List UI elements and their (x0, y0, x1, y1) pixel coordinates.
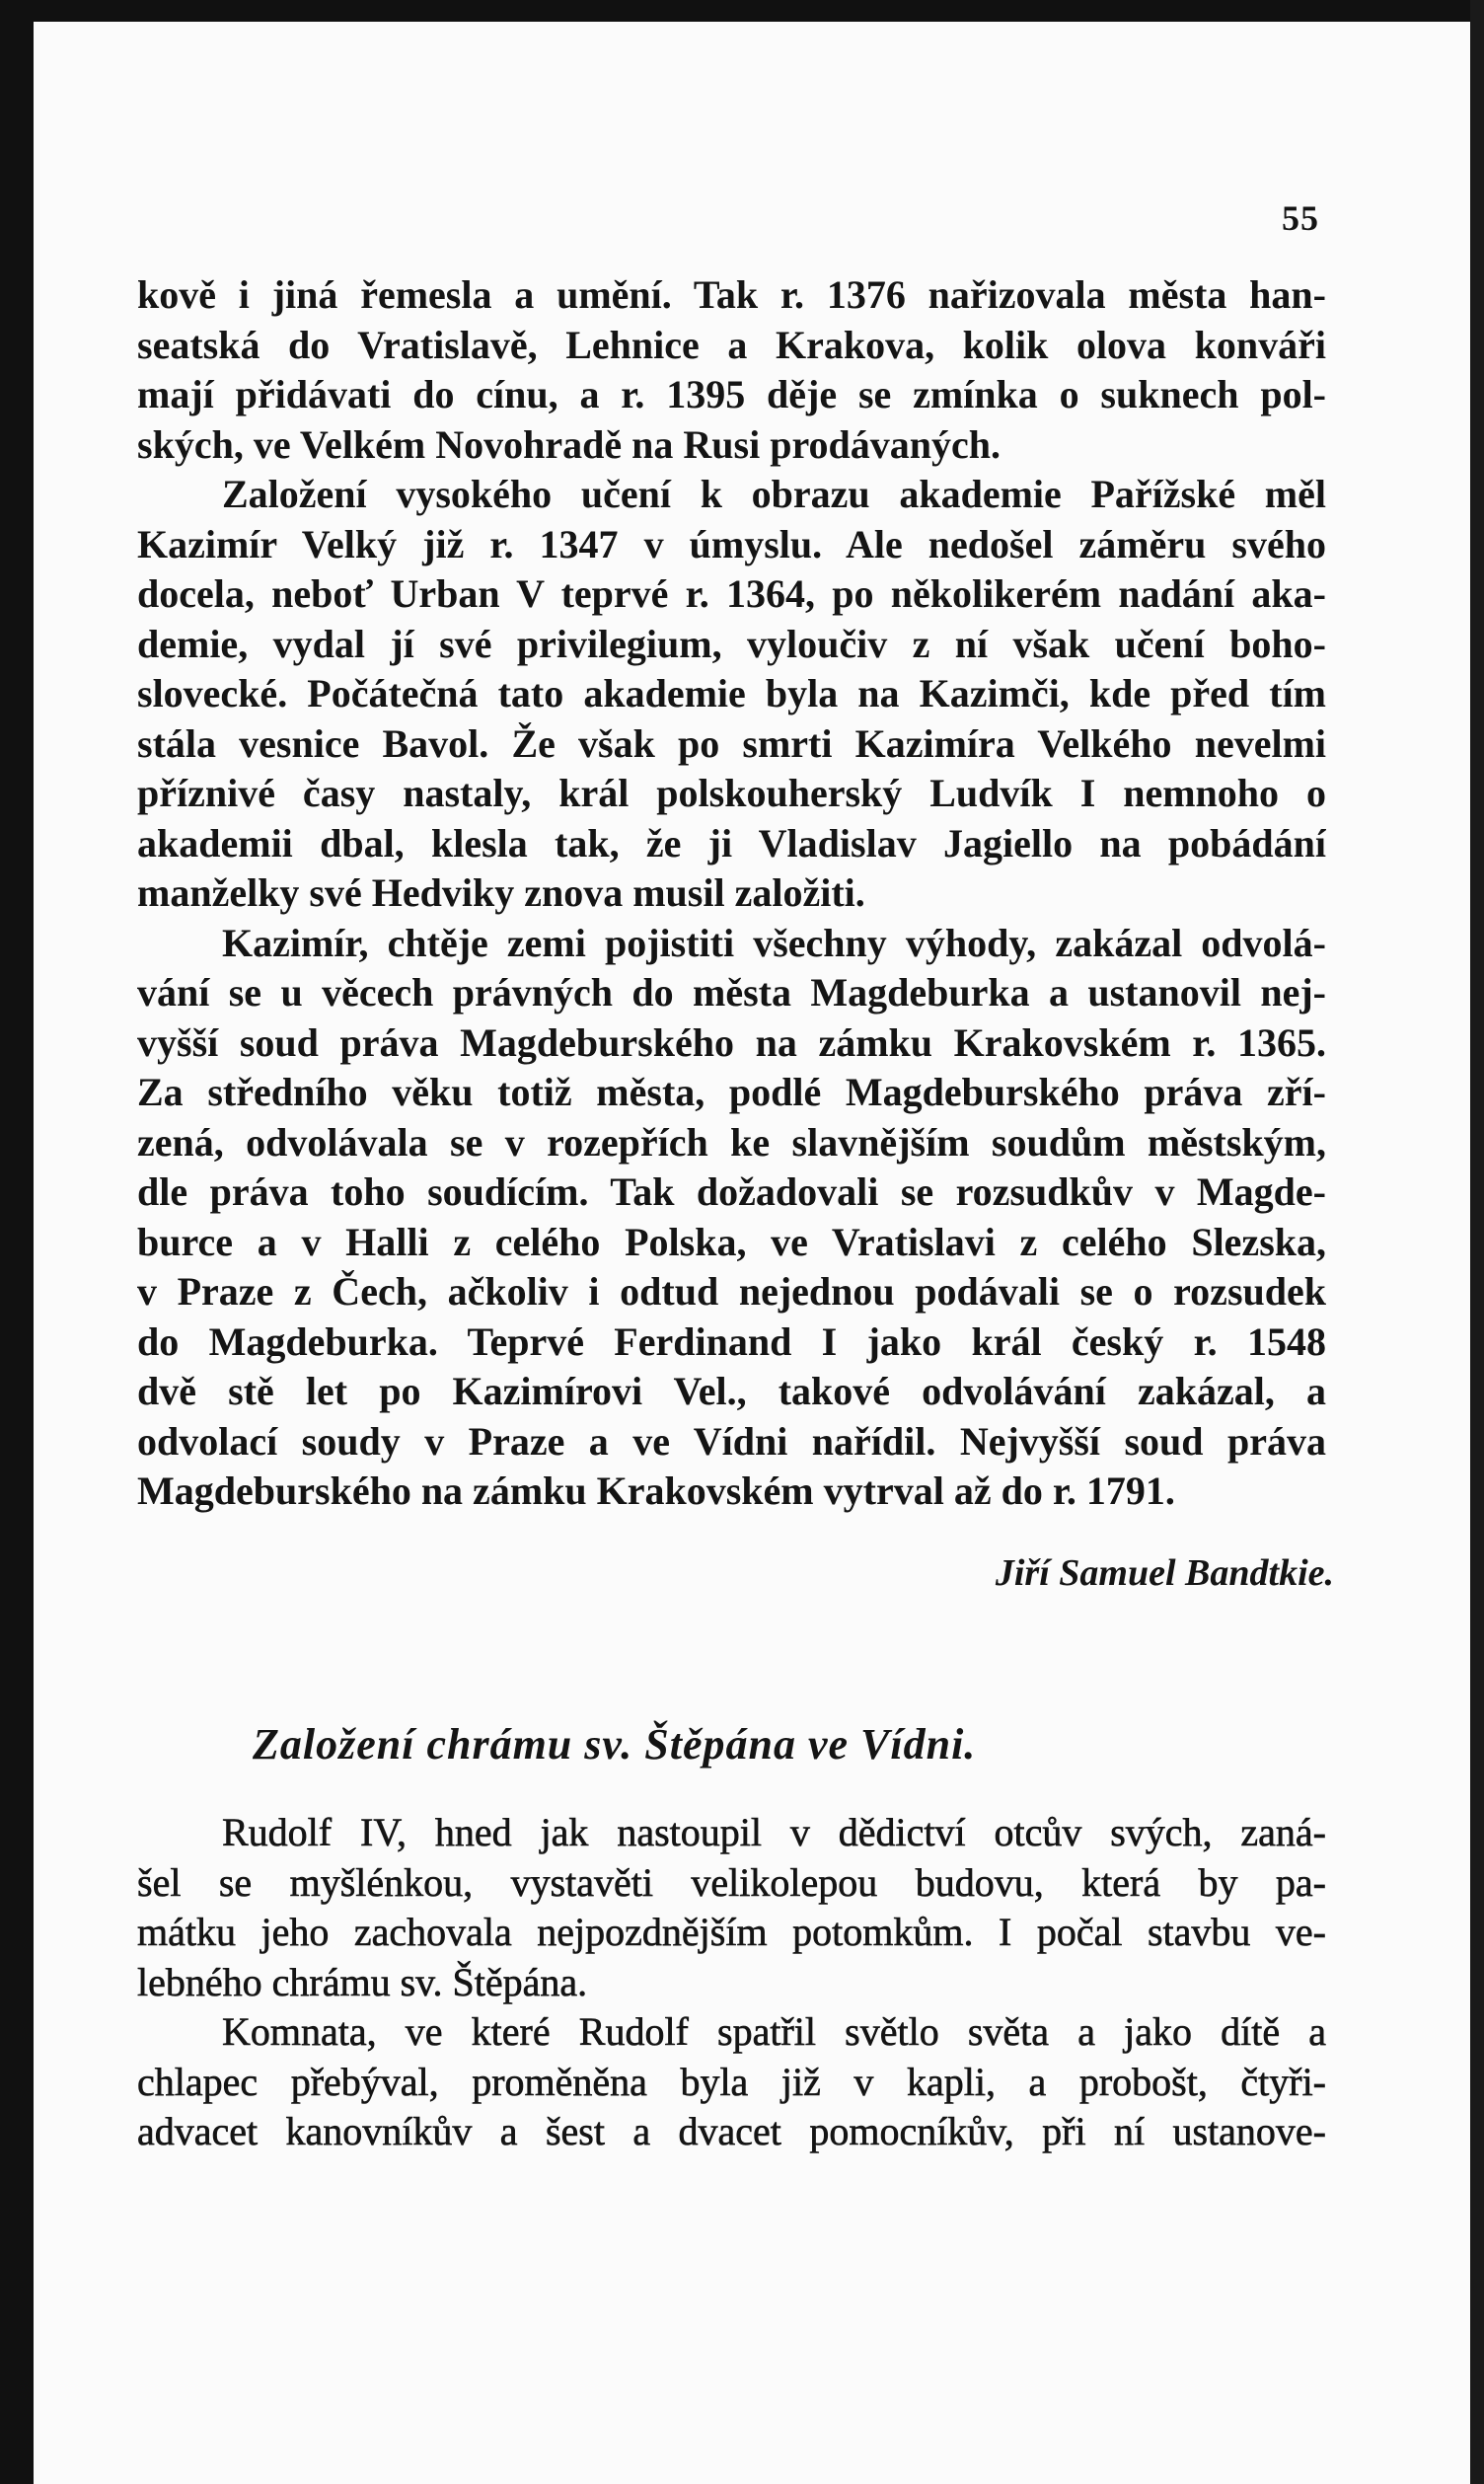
section-heading: Založení chrámu sv. Štěpána ve Vídni. (253, 1720, 977, 1769)
text-line: lebného chrámu sv. Štěpána. (137, 1959, 588, 2004)
text-line: kově i jiná řemesla a umění. Tak r. 1376 nařizovala města han- (137, 272, 1326, 317)
text-line: Magdeburského na zámku Krakovském vytrval až do r. 1791. (137, 1468, 1175, 1513)
text-line: slovecké. Počátečná tato akademie byla na Kazimči, kde před tím (137, 671, 1326, 715)
text-line: dvě stě let po Kazimírovi Vel., takové odvolávání zakázal, a (137, 1369, 1326, 1413)
scan-border-top (0, 0, 1484, 22)
text-line: ských, ve Velkém Novohradě na Rusi prodávaných. (137, 421, 1001, 467)
text-line: mátku jeho zachovala nejpozdnějším potomkům. I počal stavbu ve- (137, 1910, 1326, 1954)
text-line: v Praze z Čech, ačkoliv i odtud nejednou podávali se o rozsudek (137, 1269, 1326, 1314)
scan-border-right (1470, 0, 1484, 2484)
text-line: odvolací soudy v Praze a ve Vídni nařídil. Nejvyšší soud práva (137, 1418, 1326, 1464)
author-signature: Jiří Samuel Bandtkie. (995, 1552, 1334, 1594)
section2-text (137, 1808, 1326, 2157)
text-line: Komnata, ve které Rudolf spatřil světlo světa a jako dítě a (222, 2009, 1326, 2054)
text-line: Za středního věku totiž města, podlé Magdeburského práva zří- (137, 1070, 1326, 1114)
text-line: zená, odvolávala se v rozepřích ke slavnějším soudům městským, (137, 1119, 1326, 1165)
text-line: příznivé časy nastaly, král polskouherský Ludvík I nemnoho o (137, 771, 1326, 815)
text-line: docela, neboť Urban V teprvé r. 1364, po několikerém nadání aka- (137, 571, 1326, 616)
text-line: Založení vysokého učení k obrazu akademie Pařížské měl (222, 472, 1326, 516)
text-line: do Magdeburka. Teprvé Ferdinand I jako král český r. 1548 (137, 1318, 1326, 1364)
text-line: mají přidávati do cínu, a r. 1395 děje se zmínka o suknech pol- (137, 372, 1326, 416)
text-line: vyšší soud práva Magdeburského na zámku Krakovském r. 1365. (137, 1019, 1326, 1065)
text-line: Kazimír, chtěje zemi pojistiti všechny výhody, zakázal odvolá- (222, 920, 1326, 965)
text-line: Kazimír Velký již r. 1347 v úmyslu. Ale nedošel záměru svého (137, 521, 1326, 566)
text-line: chlapec přebýval, proměněna byla již v kapli, a probošt, čtyři- (137, 2059, 1326, 2104)
page-number: 55 (1282, 198, 1319, 238)
text-line: Rudolf IV, hned jak nastoupil v dědictví otcův svých, zaná- (222, 1810, 1326, 1854)
text-line: manželky své Hedviky znova musil založiti. (137, 870, 865, 915)
text-line: burce a v Halli z celého Polska, ve Vratislavi z celého Slezska, (137, 1219, 1326, 1264)
book-page (34, 22, 1470, 2484)
text-line: stála vesnice Bavol. Že však po smrti Kazimíra Velkého nevelmi (137, 720, 1326, 766)
text-line: seatská do Vratislavě, Lehnice a Krakova, kolik olova konváři (137, 322, 1326, 367)
text-line: šel se myšlénkou, vystavěti velikolepou budovu, která by pa- (137, 1859, 1326, 1905)
section1-text (137, 270, 1326, 1517)
text-line: vání se u věcech právných do města Magdeburka a ustanovil nej- (137, 970, 1326, 1015)
text-line: akademii dbal, klesla tak, že ji Vladislav Jagiello na pobádání (137, 820, 1326, 866)
text-line: dle práva toho soudícím. Tak dožadovali se rozsudkův v Magde- (137, 1169, 1326, 1214)
text-line: advacet kanovníkův a šest a dvacet pomocníkův, při ní ustanove- (137, 2109, 1326, 2153)
scan-border-left (0, 0, 34, 2484)
text-line: demie, vydal jí své privilegium, vyloučiv z ní však učení boho- (137, 621, 1326, 666)
